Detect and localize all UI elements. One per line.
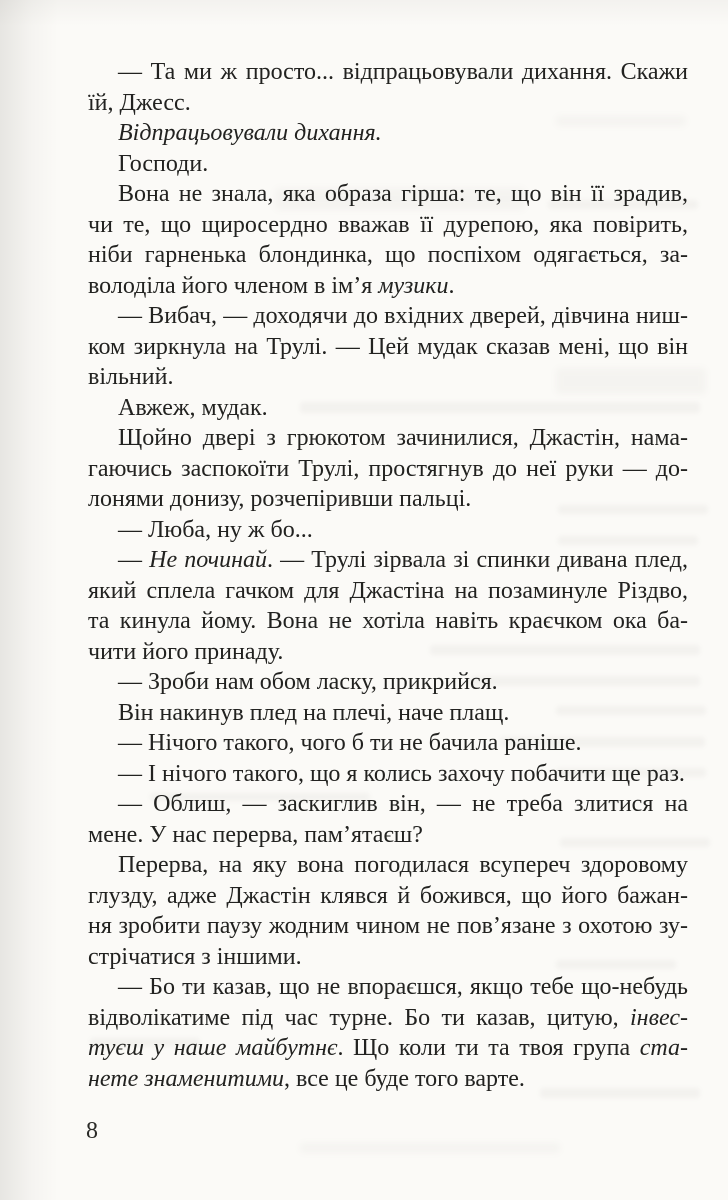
text-line: вільний.	[88, 364, 174, 390]
text-line: мене. У нас перерва, пам’ятаєш?	[88, 821, 423, 848]
text-line: глузду, адже Джастін клявся й божився, що його бажан-	[88, 882, 688, 909]
text-line: чи те, що щиросердно вважав її дурепою, яка повірить,	[88, 211, 688, 238]
text-line: володіла його членом в ім’я музики.	[88, 272, 455, 299]
text-line: нете знаменитими, все це буде того варте.	[88, 1065, 525, 1092]
scan-edge-shade-top	[0, 0, 728, 26]
paragraph	[88, 57, 688, 118]
text-line: стрічатися з іншими.	[88, 943, 302, 970]
text-line: ніби гарненька блондинка, що поспіхом одягається, за-	[88, 242, 688, 268]
text-line: — Облиш, — заскиглив він, — не треба злитися на	[118, 791, 688, 817]
text-line: — І нічого такого, що я колись захочу побачити ще раз.	[118, 760, 685, 787]
paragraph	[88, 301, 688, 393]
text-line: Щойно двері з грюкотом зачинилися, Джастін, нама-	[118, 425, 688, 451]
paragraph	[88, 423, 688, 515]
text-line: Авжеж, мудак.	[118, 394, 268, 421]
text-line: який сплела гачком для Джастіна на позаминуле Різдво,	[88, 577, 688, 604]
paragraph	[88, 667, 688, 698]
text-line: — Бо ти казав, що не впораєшся, якщо тебе що-небудь	[118, 974, 688, 1000]
text-line: — Вибач, — доходячи до вхідних дверей, дівчина ниш-	[118, 303, 688, 329]
text-line: — Та ми ж просто... відпрацьовували дихання. Скажи	[118, 59, 688, 85]
paragraph	[88, 728, 688, 759]
text-line: чити його принаду.	[88, 638, 284, 665]
paragraph	[88, 972, 688, 1094]
text-line: Перерва, на яку вона погодилася всупереч здоровому	[118, 852, 688, 878]
text-line: та кинула йому. Вона не хотіла навіть краєчком ока ба-	[88, 608, 688, 634]
text-block	[88, 57, 688, 1094]
text-line: туєш у наше майбутнє. Що коли ти та твоя група ста-	[88, 1035, 688, 1061]
text-line: Вона не знала, яка образа гірша: те, що він її зрадив,	[118, 181, 688, 207]
text-line: відволікатиме під час турне. Бо ти казав, цитую, інвес-	[88, 1004, 688, 1031]
bleedthrough-ghost	[300, 1143, 560, 1153]
paragraph	[88, 545, 688, 667]
paragraph	[88, 789, 688, 850]
text-line: — Люба, ну ж бо...	[118, 516, 313, 543]
paragraph	[88, 850, 688, 972]
paragraph	[88, 179, 688, 301]
scan-edge-shade-left	[0, 0, 58, 1200]
paragraph	[88, 698, 688, 729]
text-line: — Не починай. — Трулі зірвала зі спинки дивана плед,	[118, 547, 689, 573]
text-line: гаючись заспокоїти Трулі, простягнув до неї руки — до-	[88, 455, 688, 482]
text-line: ком зиркнула на Трулі. — Цей мудак сказав мені, що він	[88, 333, 688, 360]
text-line: Відпрацьовували дихання.	[118, 120, 382, 146]
text-line: — Нічого такого, чого б ти не бачила раніше.	[118, 730, 582, 756]
paragraph	[88, 118, 688, 149]
page-number: 8	[86, 1118, 98, 1144]
paragraph	[88, 393, 688, 424]
text-line: — Зроби нам обом ласку, прикрийся.	[118, 669, 498, 695]
text-line: їй, Джесс.	[88, 89, 191, 116]
paragraph	[88, 149, 688, 180]
text-line: Господи.	[118, 150, 209, 177]
paragraph	[88, 515, 688, 546]
text-line: Він накинув плед на плечі, наче плащ.	[118, 699, 510, 726]
paragraph	[88, 759, 688, 790]
text-line: ня зробити паузу жодним чином не пов’язане з охотою зу-	[88, 913, 688, 939]
text-line: лонями донизу, розчепіривши пальці.	[88, 486, 472, 512]
